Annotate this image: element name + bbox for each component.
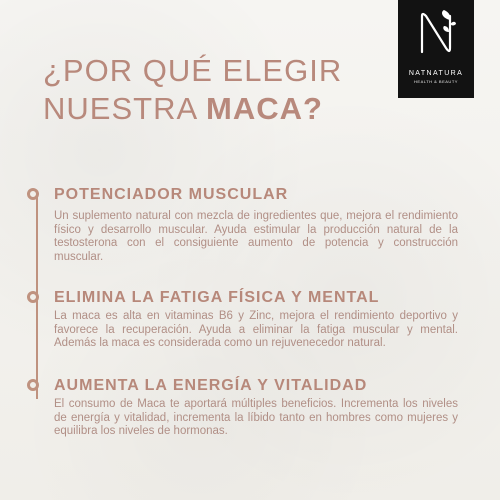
brand-logo — [398, 0, 474, 98]
page-title-line2 — [43, 90, 363, 128]
page-title-line2-strong: MACA? — [206, 91, 323, 126]
timeline-dot-icon — [27, 291, 39, 303]
brand-tagline: HEALTH & BEAUTY — [414, 79, 458, 84]
section-title-fatiga: ELIMINA LA FATIGA FÍSICA Y MENTAL — [54, 289, 380, 306]
timeline-dot-icon — [27, 188, 39, 200]
section-title-energia: AUMENTA LA ENERGÍA Y VITALIDAD — [54, 377, 368, 394]
page-title-line1: ¿POR QUÉ ELEGIR — [43, 53, 343, 88]
section-title-muscular: POTENCIADOR MUSCULAR — [54, 186, 289, 203]
section-text-fatiga: La maca es alta en vitaminas B6 y Zinc, mejora el rendimiento deportivo y favorece la recuperación. Ayuda a eliminar la fatiga muscular y mental. Además la maca es considerada como un rejuvenecedor natural. — [54, 310, 458, 349]
section-text-energia: El consumo de Maca te aportará múltiples beneficios. Incrementa los niveles de energía y vitalidad, incrementa la líbido tanto en hombres como mujeres y equilibra los niveles de hormonas. — [54, 398, 458, 437]
brand-name: NATNATURA — [408, 70, 464, 77]
page-title — [43, 52, 363, 128]
section-text-muscular: Un suplemento natural con mezcla de ingredientes que, mejora el rendimiento físico y desarrollo muscular. Ayuda estimular la producción natural de la testosterona con el consiguiente aumento de potencia y construcción muscular. — [54, 210, 458, 263]
leaf-n-logo-icon — [416, 10, 456, 56]
timeline-dot-icon — [27, 379, 39, 391]
page-title-line2-regular: NUESTRA — [43, 91, 207, 126]
